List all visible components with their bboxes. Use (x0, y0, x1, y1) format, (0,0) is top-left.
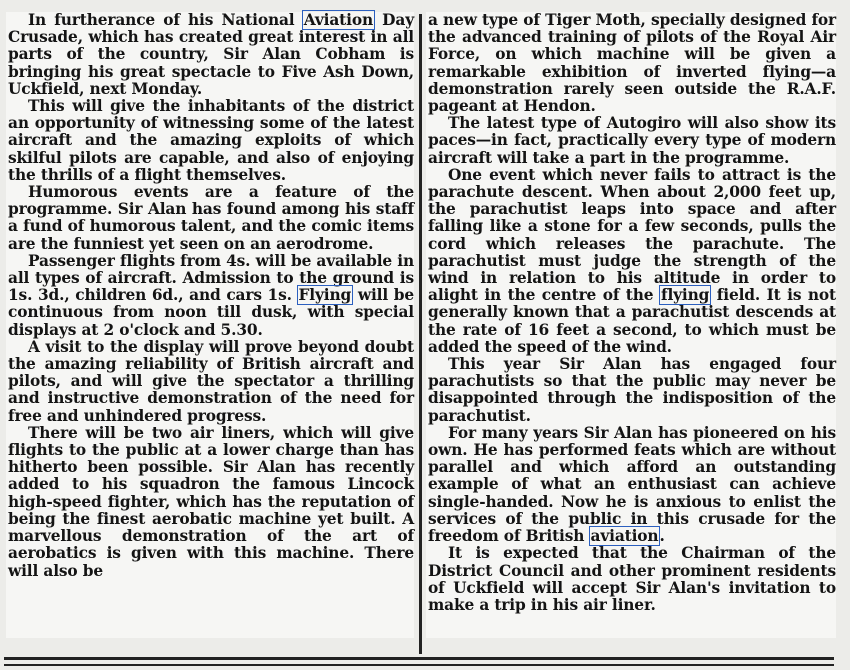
paragraph: The latest type of Autogiro will also show its paces—in fact, practically every type of modern aircraft will take a part in the programme. (428, 114, 836, 167)
bottom-rule-1 (4, 657, 834, 660)
right-column (428, 12, 836, 614)
search-hit-highlight[interactable]: aviation (590, 527, 659, 546)
paragraph: For many years Sir Alan has pioneered on his own. He has performed feats which are without parallel and which afford an outstanding example of what an enthusiast can achieve single-handed. Now he is anxious to enlist the services of the public in this crusade for the freedom of British aviation. (428, 423, 836, 546)
paragraph: Humorous events are a feature of the programme. Sir Alan has found among his staff a fund of humorous talent, and the comic items are the funniest yet seen on an aerodrome. (8, 183, 414, 253)
paragraph: One event which never fails to attract is the parachute descent. When about 2,000 feet up, the parachutist leaps into space and after falling like a stone for a few seconds, pulls the cord which releases the parachute. The parachutist must judge the strength of the wind in relation to his altitude in order to alight in the centre of the flying field. It is not generally known that a parachutist descends at the rate of 16 feet a second, to which must be added the speed of the wind. (428, 165, 836, 356)
search-hit-highlight[interactable]: Aviation (303, 11, 373, 29)
paragraph: This year Sir Alan has engaged four parachutists so that the public may never be disappointed through the indisposition of the parachutist. (428, 355, 836, 425)
paragraph: There will be two air liners, which will give flights to the public at a lower charge than has hitherto been possible. Sir Alan has recently added to his squadron the famous Lincock high-speed fighter, which has the reputation of being the finest aerobatic machine yet built. A marvellous demonstration of the art of aerobatics is given with this machine. There will also be (8, 423, 414, 580)
paragraph: Passenger flights from 4s. will be available in all types of aircraft. Admission to the ground is 1s. 3d., children 6d., and cars 1s. Flying will be continuous from noon till dusk, with special displays at 2 o'clock and 5.30. (8, 251, 414, 339)
paragraph: It is expected that the Chairman of the District Council and other prominent residents of Uckfield will accept Sir Alan's invitation to make a trip in his air liner. (428, 544, 836, 614)
paragraph: a new type of Tiger Moth, specially designed for the advanced training of pilots of the Royal Air Force, on which machine will be given a remarkable exhibition of inverted flying—a demonstration rarely seen outside the R.A.F. pageant at Hendon. (428, 11, 836, 116)
search-hit-highlight[interactable]: flying (660, 286, 710, 305)
column-divider (419, 14, 422, 654)
paragraph: This will give the inhabitants of the district an opportunity of witnessing some of the latest aircraft and the amazing exploits of which skilful pilots are capable, and also of enjoying the thrills of a flight themselves. (8, 97, 414, 184)
left-column (8, 12, 414, 580)
paragraph: A visit to the display will prove beyond doubt the amazing reliability of British aircraft and pilots, and will give the spectator a thrilling and instructive demonstration of the need for free and unhindered progress. (8, 337, 414, 425)
bottom-rule-2 (4, 664, 834, 666)
paragraph: In furtherance of his National Aviation Day Crusade, which has created great interest in all parts of the country, Sir Alan Cobham is bringing his great spectacle to Five Ash Down, Uckfield, next Monday. (8, 11, 414, 98)
search-hit-highlight[interactable]: Flying (298, 286, 352, 305)
